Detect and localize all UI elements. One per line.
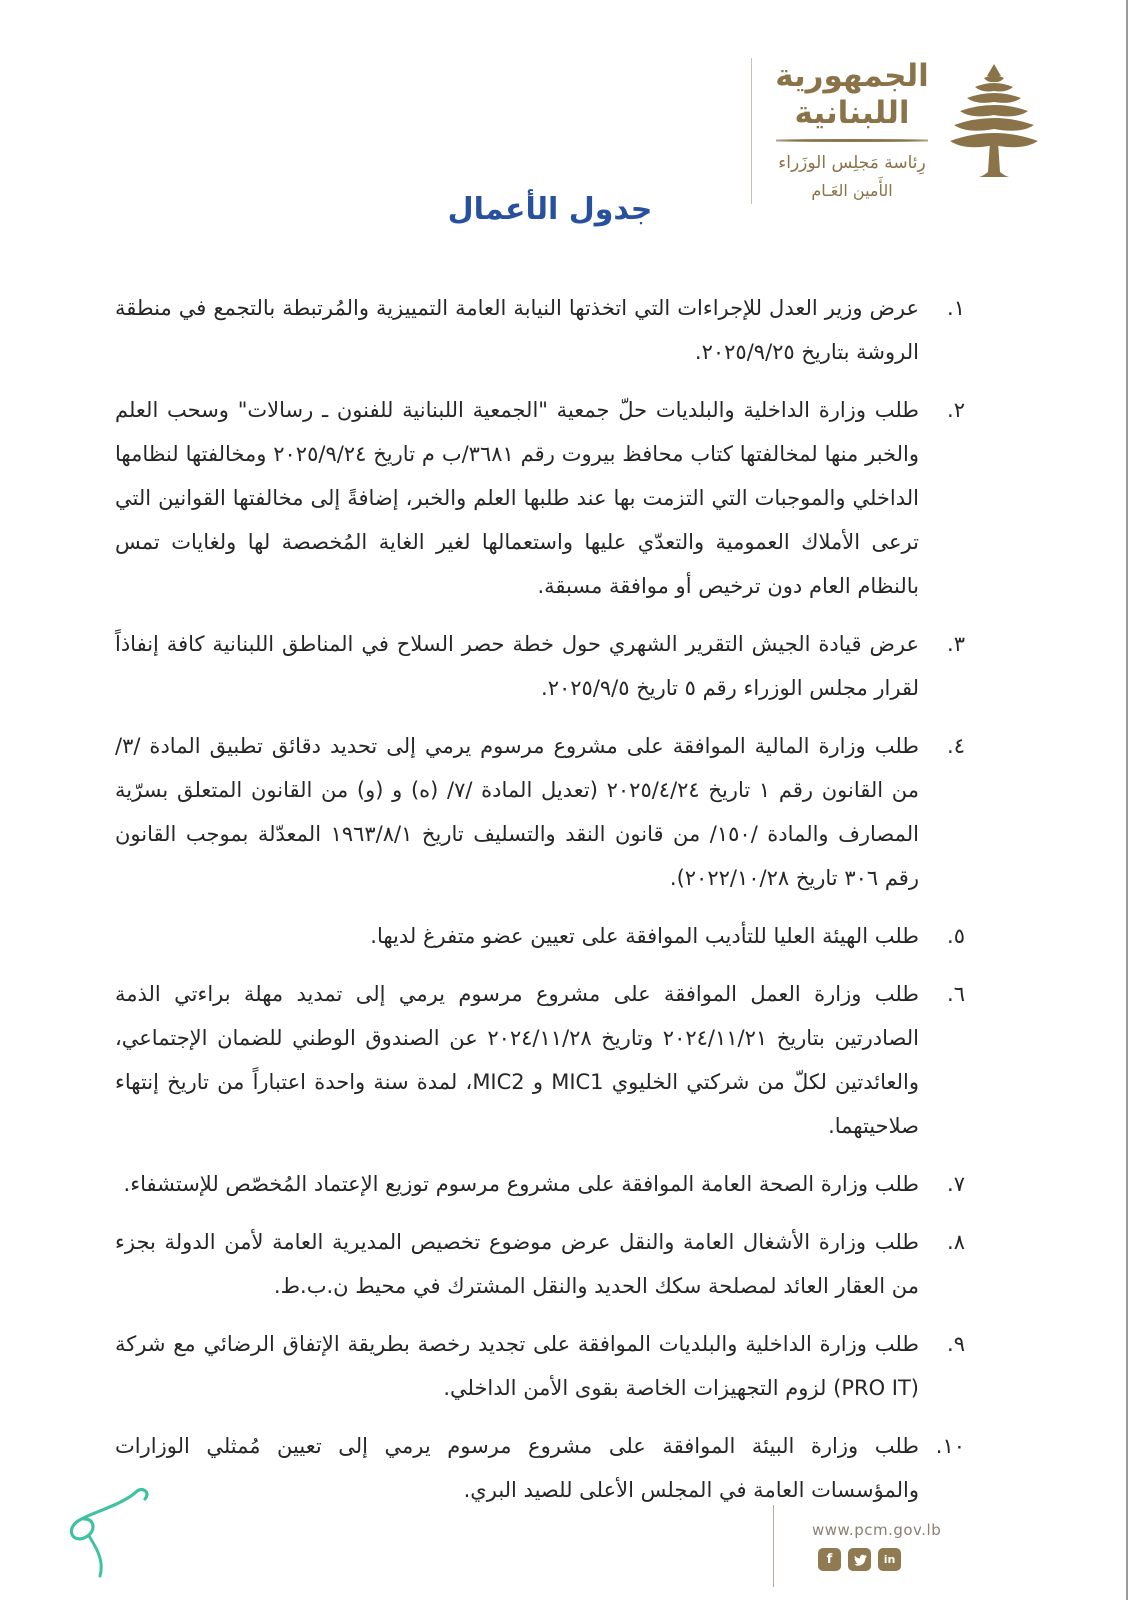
- agenda-item: [115, 1424, 965, 1512]
- social-icons: [818, 1548, 1002, 1571]
- republic-calligraphy: [768, 58, 936, 132]
- agenda-item-number: ٩.: [947, 1332, 965, 1356]
- agenda-item-number: ٨.: [947, 1230, 965, 1254]
- website-url[interactable]: www.pcm.gov.lb: [812, 1521, 942, 1539]
- agenda-item: [115, 972, 965, 1148]
- agenda-item-number: ١٠.: [935, 1434, 965, 1458]
- agenda-item-text: عرض قيادة الجيش التقرير الشهري حول خطة حصر السلاح في المناطق اللبنانية كافة إنفاذاً لقرار مجلس الوزراء رقم ٥ تاريخ ٢٠٢٥/٩/٥.: [115, 632, 919, 700]
- agenda-item-number: ٥.: [947, 924, 965, 948]
- letterhead: [751, 58, 1050, 204]
- letterhead-divider: [776, 139, 928, 142]
- agenda-item-number: ٧.: [947, 1172, 965, 1196]
- signature-mark: [48, 1472, 173, 1582]
- presidency-council-label: رِئاسة مَجلِس الوزَراء: [778, 153, 926, 174]
- page-title: جدول الأعمال: [447, 192, 653, 227]
- agenda-item-number: ٣.: [947, 632, 965, 656]
- agenda-item: [115, 388, 965, 608]
- agenda-item-text: طلب الهيئة العليا للتأديب الموافقة على تعيين عضو متفرغ لديها.: [370, 924, 919, 948]
- linkedin-icon[interactable]: in: [878, 1548, 901, 1571]
- agenda-item: [115, 1220, 965, 1308]
- facebook-icon[interactable]: f: [818, 1548, 841, 1571]
- footer: [773, 1505, 1002, 1587]
- agenda-item-text: طلب وزارة الداخلية والبلديات حلّ جمعية "الجمعية اللبنانية للفنون ـ رسالات" وسحب العلم والخبر منها لمخالفتها كتاب محافظ بيروت رقم ٣٦٨١/ب م تاريخ ٢٠٢٥/٩/٢٤ ومخالفتها لنظامها الداخلي والموجبات التي التزمت بها عند طلبها العلم والخبر، إضافةً إلى مخالفتها القوانين التي ترعى الأملاك العمومية والتعدّي عليها واستعمالها لغير الغاية المُخصصة لها ولغايات تمس بالنظام العام دون ترخيص أو موافقة مسبقة.: [115, 398, 919, 598]
- agenda-item-text: طلب وزارة الداخلية والبلديات الموافقة على تجديد رخصة بطريقة الإتفاق الرضائي مع شركة (PRO IT) لزوم التجهيزات الخاصة بقوى الأمن الداخلي.: [115, 1332, 919, 1400]
- agenda-item-text: عرض وزير العدل للإجراءات التي اتخذتها النيابة العامة التمييزية والمُرتبطة بالتجمع في منطقة الروشة بتاريخ ٢٠٢٥/٩/٢٥.: [115, 296, 919, 364]
- agenda-item-number: ٤.: [947, 734, 965, 758]
- republic-line1: الجمهورية: [775, 58, 929, 94]
- agenda-item: [115, 286, 965, 374]
- cedar-tree-icon: [948, 62, 1040, 180]
- agenda-item-text: طلب وزارة الصحة العامة الموافقة على مشروع مرسوم توزيع الإعتماد المُخصّص للإستشفاء.: [123, 1172, 919, 1196]
- scan-edge-line: [1126, 0, 1128, 1600]
- letterhead-text: [768, 58, 936, 204]
- agenda-item-text: طلب وزارة الأشغال العامة والنقل عرض موضوع تخصيص المديرية العامة لأمن الدولة بجزء من العقار العائد لمصلحة سكك الحديد والنقل المشترك في محيط ن.ب.ط.: [115, 1230, 919, 1298]
- agenda-item: [115, 1162, 965, 1206]
- agenda-item: [115, 914, 965, 958]
- twitter-icon[interactable]: [848, 1548, 871, 1571]
- agenda-item-text: طلب وزارة البيئة الموافقة على مشروع مرسوم يرمي إلى تعيين مُمثلي الوزارات والمؤسسات العامة في المجلس الأعلى للصيد البري.: [115, 1434, 919, 1502]
- agenda-list: [115, 286, 965, 1526]
- agenda-item-number: ٢.: [947, 398, 965, 422]
- agenda-item-number: ١.: [947, 296, 965, 320]
- agenda-item-text: طلب وزارة العمل الموافقة على مشروع مرسوم يرمي إلى تمديد مهلة براءتي الذمة الصادرتين بتاريخ ٢٠٢٤/١١/٢١ وتاريخ ٢٠٢٤/١١/٢٨ عن الصندوق الوطني للضمان الإجتماعي، والعائدتين لكلّ من شركتي الخليوي MIC1 و MIC2، لمدة سنة واحدة اعتباراً من تاريخ إنتهاء صلاحيتهما.: [115, 982, 919, 1138]
- agenda-item: [115, 724, 965, 900]
- secretary-general-label: الأَمين العَـام: [811, 180, 893, 200]
- agenda-item: [115, 622, 965, 710]
- agenda-item: [115, 1322, 965, 1410]
- agenda-item-text: طلب وزارة المالية الموافقة على مشروع مرسوم يرمي إلى تحديد دقائق تطبيق المادة /٣/ من القانون رقم ١ تاريخ ٢٠٢٥/٤/٢٤ (تعديل المادة /٧/ (ه) و (و) من القانون المتعلق بسرّية المصارف والمادة /١٥٠/ من قانون النقد والتسليف تاريخ ١٩٦٣/٨/١ المعدّلة بموجب القانون رقم ٣٠٦ تاريخ ٢٠٢٢/١٠/٢٨).: [115, 734, 919, 890]
- republic-line2: اللبنانية: [794, 95, 910, 132]
- agenda-item-number: ٦.: [947, 982, 965, 1006]
